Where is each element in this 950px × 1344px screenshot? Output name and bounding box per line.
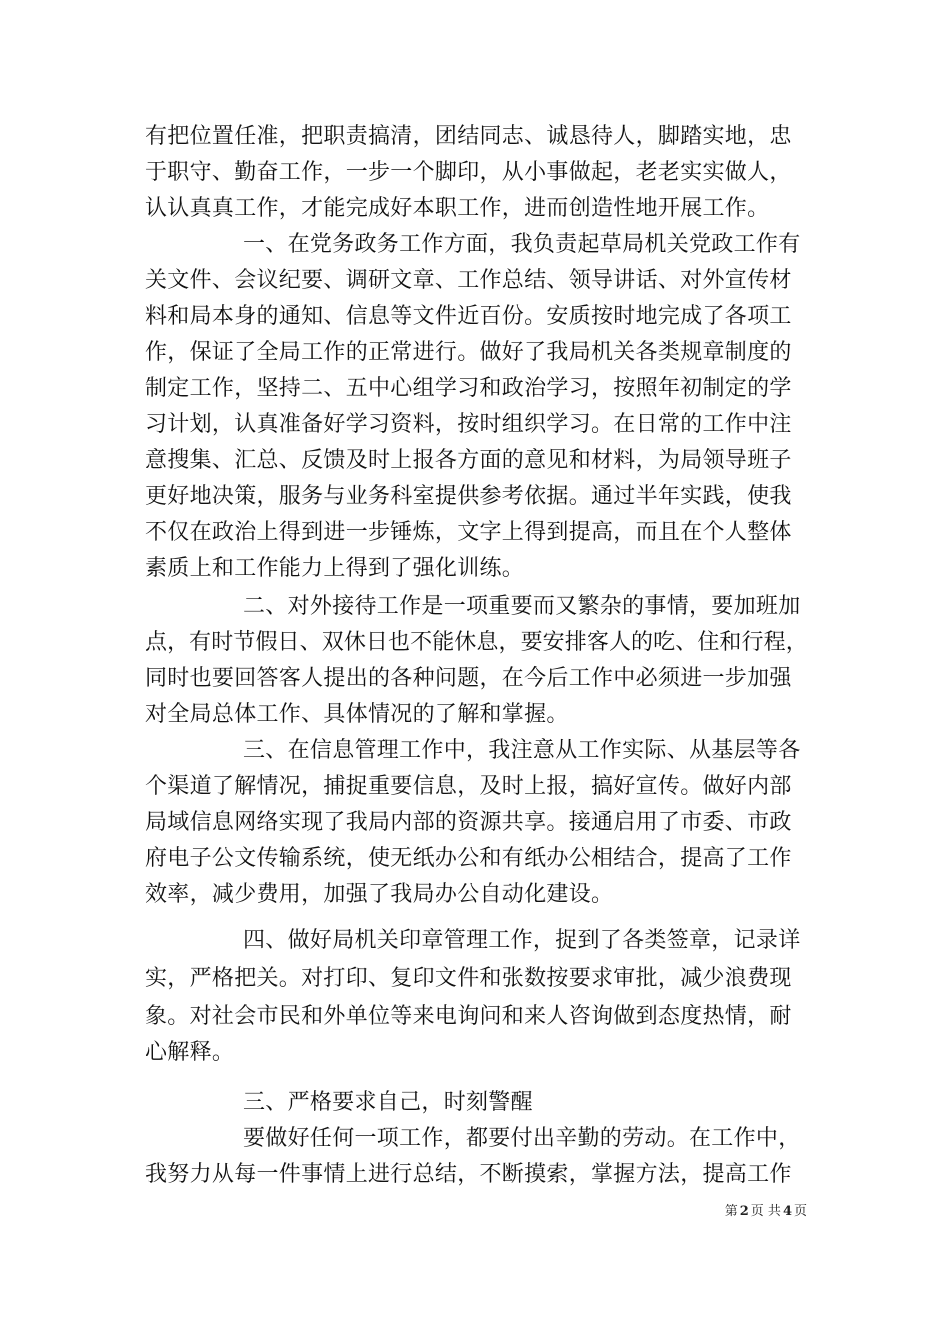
paragraph-heading-3: 三、在信息管理工作中，我注意从工作实际、从基层等各 — [243, 738, 801, 763]
text-line: 意搜集、汇总、反馈及时上报各方面的意见和材料，为局领导班子 — [145, 448, 792, 473]
text-line: 府电子公文传输系统，使无纸办公和有纸办公相结合，提高了工作 — [145, 846, 792, 871]
text-line: 要做好任何一项工作，都要付出辛勤的劳动。在工作中， — [243, 1126, 801, 1151]
text-line: 点，有时节假日、双休日也不能休息，要安排客人的吃、住和行程， — [145, 630, 808, 655]
text-line: 我努力从每一件事情上进行总结，不断摸索，掌握方法，提高工作 — [145, 1162, 792, 1187]
current-page-number: 2 — [739, 1204, 749, 1219]
footer-suffix: 页 — [793, 1204, 807, 1219]
paragraph-heading-4: 四、做好局机关印章管理工作，捉到了各类签章，记录详 — [243, 928, 801, 953]
text-line: 于职守、勤奋工作，一步一个脚印，从小事做起，老老实实做人， — [145, 160, 792, 185]
footer-middle: 页 共 — [750, 1204, 781, 1219]
text-line: 对全局总体工作、具体情况的了解和掌握。 — [145, 702, 569, 727]
text-line: 心解释。 — [145, 1040, 235, 1065]
text-line: 效率，减少费用，加强了我局办公自动化建设。 — [145, 882, 614, 907]
text-line: 不仅在政治上得到进一步锤炼，文字上得到提高，而且在个人整体 — [145, 520, 792, 545]
text-line: 关文件、会议纪要、调研文章、工作总结、领导讲话、对外宣传材 — [145, 268, 792, 293]
text-line: 习计划，认真准备好学习资料，按时组织学习。在日常的工作中注 — [145, 412, 792, 437]
text-line: 有把位置任准，把职责搞清，团结同志、诚恳待人，脚踏实地，忠 — [145, 124, 792, 149]
text-line: 制定工作，坚持二、五中心组学习和政治学习，按照年初制定的学 — [145, 376, 792, 401]
paragraph-heading-1: 一、在党务政务工作方面，我负责起草局机关党政工作有 — [243, 232, 801, 257]
text-line: 同时也要回答客人提出的各种问题，在今后工作中必须进一步加强 — [145, 666, 792, 691]
text-line: 更好地决策，服务与业务科室提供参考依据。通过半年实践，使我 — [145, 484, 792, 509]
footer-prefix: 第 — [724, 1204, 738, 1219]
section-heading: 三、严格要求自己，时刻警醒 — [243, 1090, 533, 1115]
paragraph-heading-2: 二、对外接待工作是一项重要而又繁杂的事情，要加班加 — [243, 594, 801, 619]
text-line: 素质上和工作能力上得到了强化训练。 — [145, 556, 525, 581]
total-pages-number: 4 — [782, 1204, 792, 1219]
text-line: 料和局本身的通知、信息等文件近百份。安质按时地完成了各项工 — [145, 304, 792, 329]
text-line: 局域信息网络实现了我局内部的资源共享。接通启用了市委、市政 — [145, 810, 792, 835]
text-line: 实，严格把关。对打印、复印文件和张数按要求审批，减少浪费现 — [145, 966, 792, 991]
text-line: 象。对社会市民和外单位等来电询问和来人咨询做到态度热情，耐 — [145, 1004, 792, 1029]
text-line: 作，保证了全局工作的正常进行。做好了我局机关各类规章制度的 — [145, 340, 792, 365]
text-line: 个渠道了解情况，捕捉重要信息，及时上报，搞好宣传。做好内部 — [145, 774, 792, 799]
page-number-footer — [725, 1203, 807, 1221]
text-line: 认认真真工作，才能完成好本职工作，进而创造性地开展工作。 — [145, 196, 770, 221]
